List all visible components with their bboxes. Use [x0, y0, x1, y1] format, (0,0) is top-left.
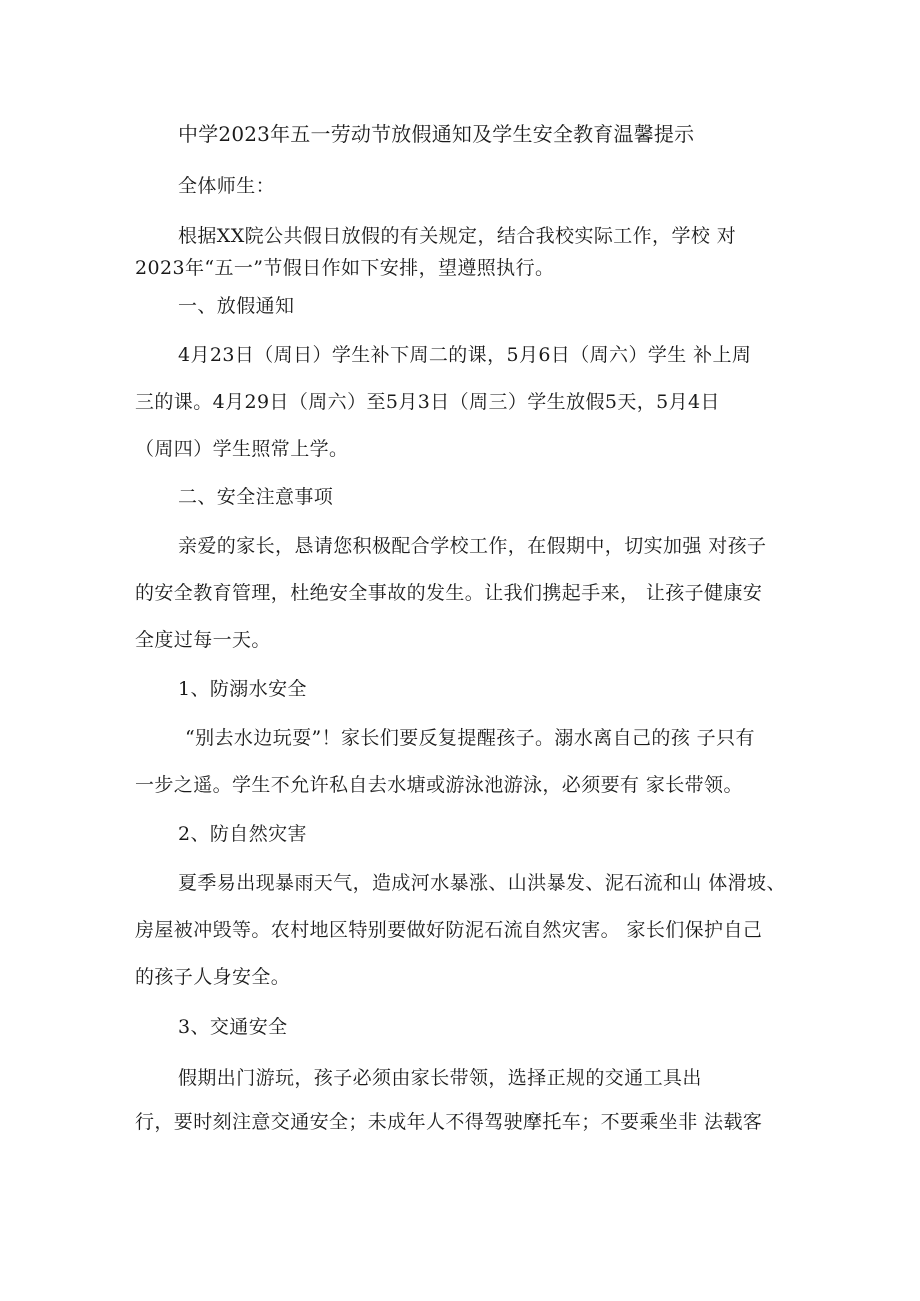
section1-line-3: （周四）学生照常上学。 [135, 438, 349, 460]
section2-line-3: 全度过每一天。 [135, 629, 271, 651]
section1-line-2: 三的课。4月29日（周六）至5月3日（周三）学生放假5天，5月4日 [135, 391, 720, 413]
intro-line-2: 2023年“五一”节假日作如下安排，望遵照执行。 [135, 257, 555, 279]
item1-heading: 1、防溺水安全 [178, 678, 307, 700]
item1-line-2: 一步之遥。学生不允许私自去水塘或游泳池游泳，必须要有 家长带领。 [135, 774, 743, 796]
item2-line-2: 房屋被冲毁等。农村地区特别要做好防泥石流自然灾害。 家长们保护自己 [135, 919, 763, 941]
salutation: 全体师生： [178, 175, 276, 197]
section1-heading: 一、放假通知 [178, 295, 295, 317]
section2-heading: 二、安全注意事项 [178, 486, 334, 508]
document-title: 中学2023年五一劳动节放假通知及学生安全教育温馨提示 [178, 122, 695, 146]
intro-line-1: 根据XX院公共假日放假的有关规定，结合我校实际工作，学校 对 [178, 225, 737, 247]
item3-line-1: 假期出门游玩，孩子必须由家长带领，选择正规的交通工具出 [178, 1067, 702, 1089]
item1-line-1: “别去水边玩耍”！家长们要反复提醒孩子。溺水离自己的孩 子只有 [185, 727, 755, 749]
section1-line-1: 4月23日（周日）学生补下周二的课，5月6日（周六）学生 补上周 [178, 344, 752, 366]
item2-heading: 2、防自然灾害 [178, 823, 307, 845]
item3-heading: 3、交通安全 [178, 1016, 288, 1038]
section2-line-1: 亲爱的家长，恳请您积极配合学校工作，在假期中，切实加强 对孩子 [178, 535, 767, 557]
item3-line-2: 行，要时刻注意交通安全；未成年人不得驾驶摩托车；不要乘坐非 法载客 [135, 1111, 763, 1133]
item2-line-3: 的孩子人身安全。 [135, 966, 291, 988]
item2-line-1: 夏季易出现暴雨天气，造成河水暴涨、山洪暴发、泥石流和山 体滑坡、 [178, 872, 786, 894]
section2-line-2: 的安全教育管理，杜绝安全事故的发生。让我们携起手来， 让孩子健康安 [135, 582, 763, 604]
